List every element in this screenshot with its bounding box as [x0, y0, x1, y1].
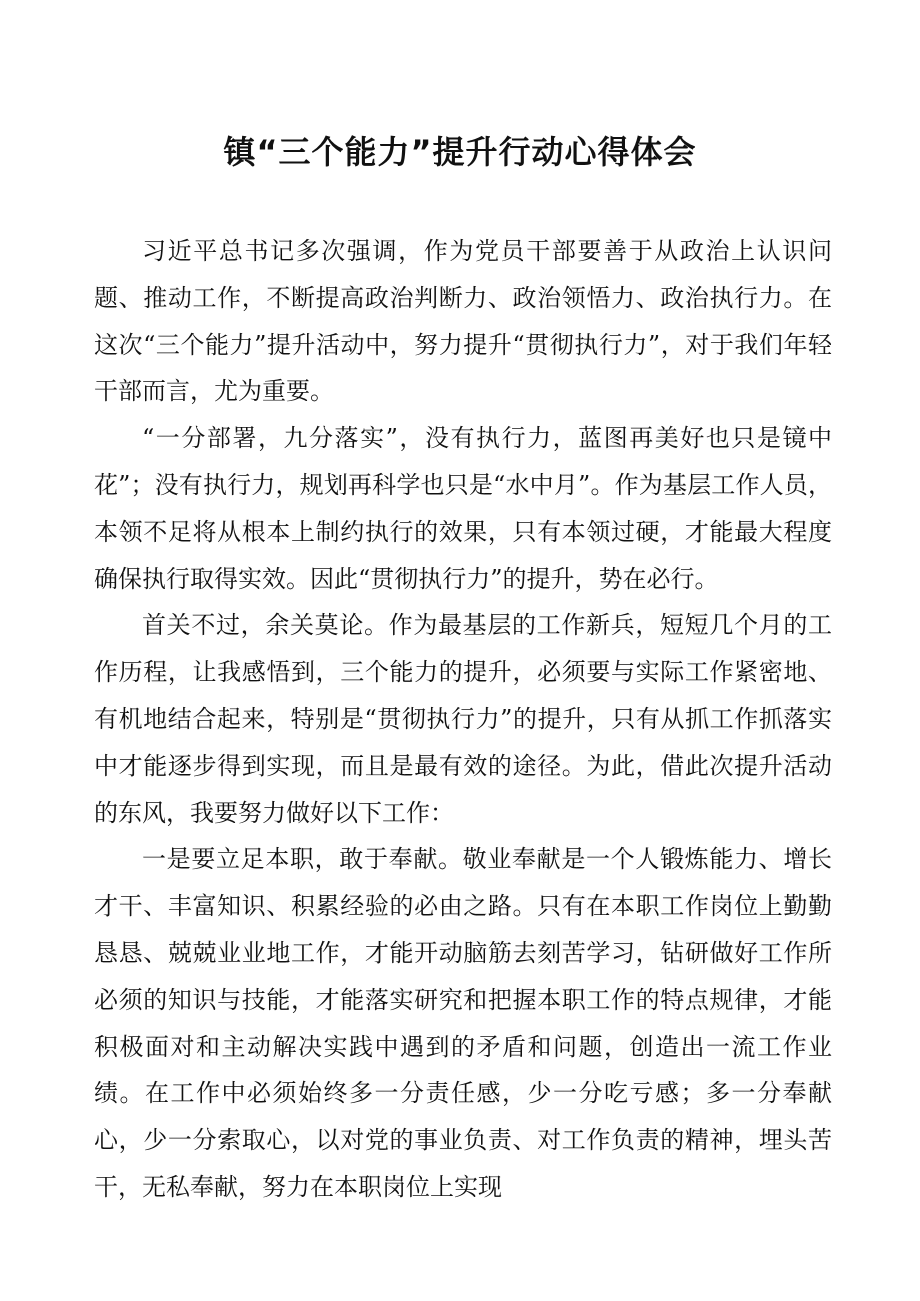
paragraph-2: “一分部署，九分落实”，没有执行力，蓝图再美好也只是镜中花”；没有执行力，规划再科学也只是“水中月”。作为基层工作人员，本领不足将从根本上制约执行的效果，只有本领过硬，才能最大程度确保执行取得实效。因此“贯彻执行力”的提升，势在必行。: [94, 424, 832, 593]
paragraph-3: 首关不过，余关莫论。作为最基层的工作新兵，短短几个月的工作历程，让我感悟到，三个能力的提升，必须要与实际工作紧密地、有机地结合起来，特别是“贯彻执行力”的提升，只有从抓工作抓落实中才能逐步得到实现，而且是最有效的途径。为此，借此次提升活动的东风，我要努力做好以下工作：: [94, 611, 832, 827]
paragraph-1: 习近平总书记多次强调，作为党员干部要善于从政治上认识问题、推动工作，不断提高政治判断力、政治领悟力、政治执行力。在这次“三个能力”提升活动中，努力提升“贯彻执行力”，对于我们年轻干部而言，尤为重要。: [94, 237, 832, 406]
paragraph-4: 一是要立足本职，敢于奉献。敬业奉献是一个人锻炼能力、增长才干、丰富知识、积累经验的必由之路。只有在本职工作岗位上勤勤恳恳、兢兢业业地工作，才能开动脑筋去刻苦学习，钻研做好工作所必须的知识与技能，才能落实研究和把握本职工作的特点规律，才能积极面对和主动解决实践中遇到的矛盾和问题，创造出一流工作业绩。在工作中必须始终多一分责任感，少一分吃亏感；多一分奉献心，少一分索取心，以对党的事业负责、对工作负责的精神，埋头苦干，无私奉献，努力在本职岗位上实现: [94, 845, 832, 1201]
document-body: [94, 228, 832, 1211]
document-title: 镇“三个能力”提升行动心得体会: [223, 133, 697, 171]
